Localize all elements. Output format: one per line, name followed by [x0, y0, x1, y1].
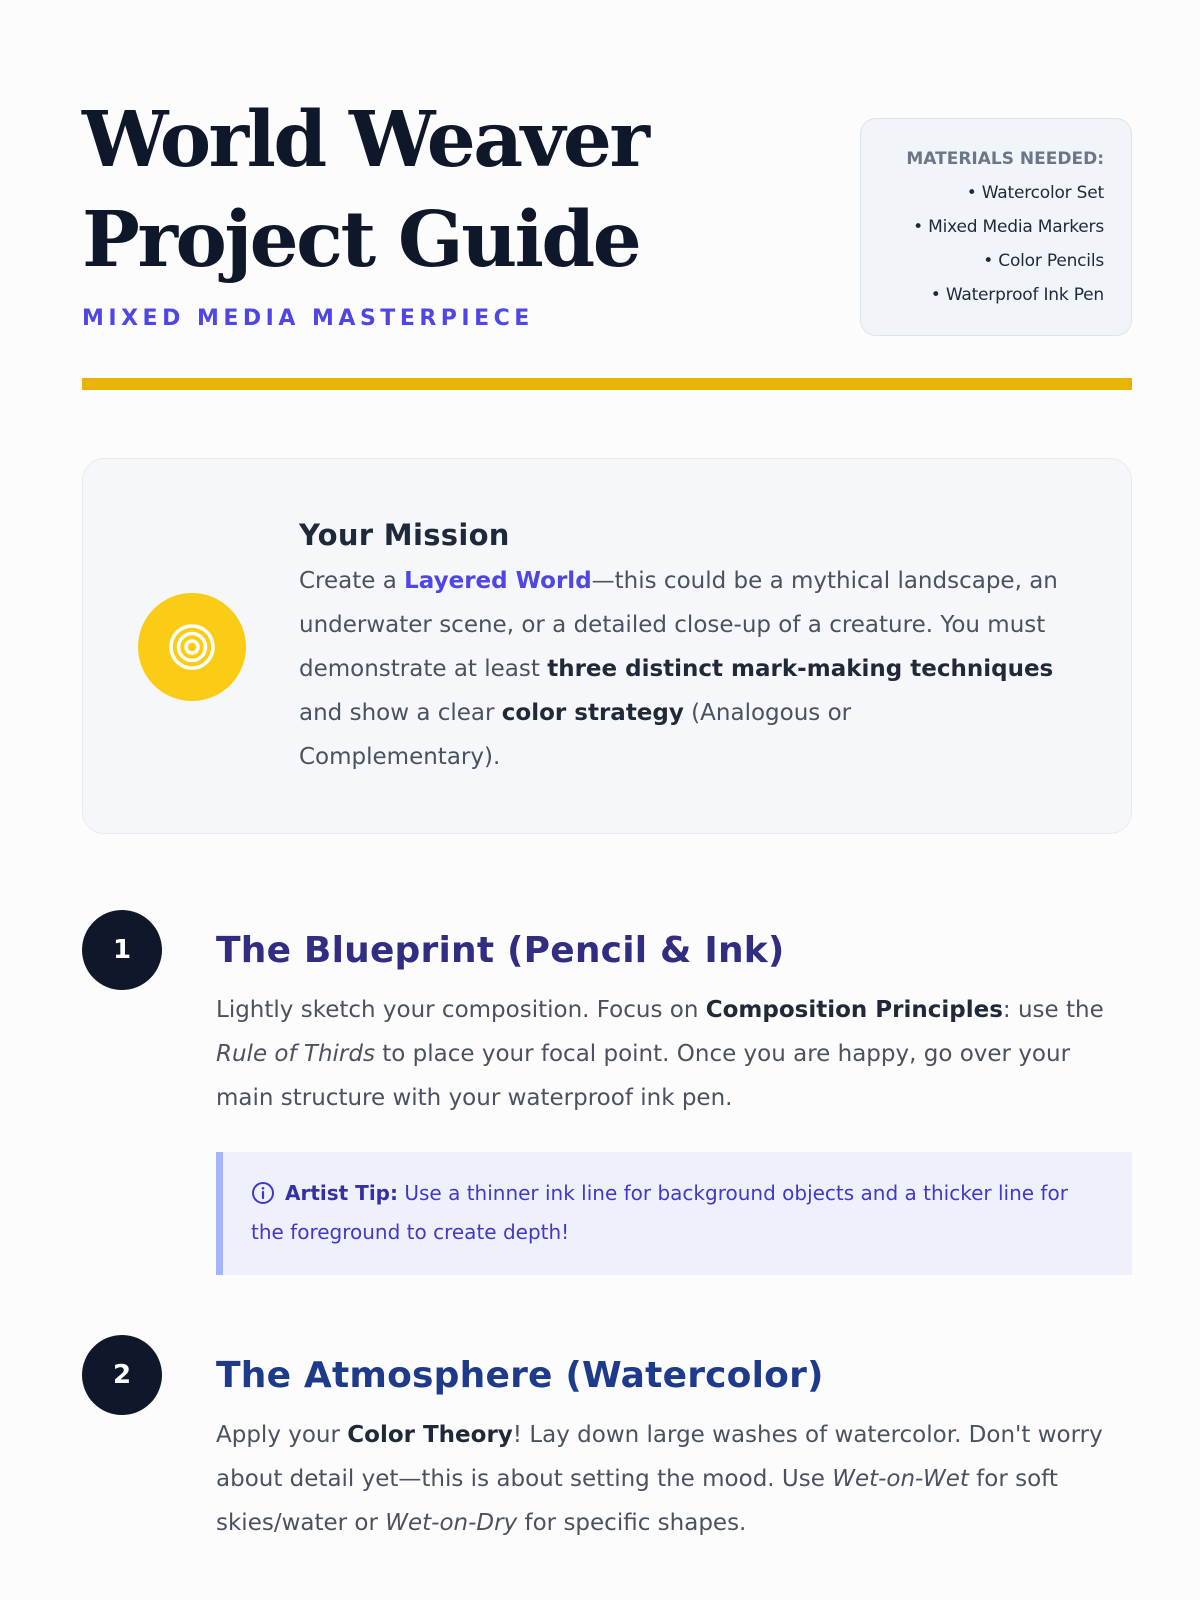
- tip-label: Artist Tip:: [285, 1181, 398, 1205]
- mission-description: Create a Layered World—this could be a mythical landscape, an underwater scene, or a detailed close-up of a creature. You must demonstrate at least three distinct mark-making techniques and show a clear color strategy (Analogous or Complementary).: [299, 568, 1058, 770]
- step-number-badge: 1: [82, 910, 162, 990]
- materials-card: [860, 118, 1132, 336]
- materials-item: • Watercolor Set: [966, 183, 1104, 203]
- accent-divider: [82, 378, 1132, 390]
- step-number-badge: 2: [82, 1335, 162, 1415]
- step-content: [216, 1351, 1132, 1545]
- info-icon: [251, 1181, 275, 1215]
- mission-card: [82, 458, 1132, 834]
- mission-body: [299, 515, 1059, 779]
- step-content: [216, 926, 1132, 1275]
- materials-item: • Waterproof Ink Pen: [930, 285, 1104, 305]
- page-header: [82, 90, 1132, 390]
- target-icon: [138, 593, 246, 701]
- materials-item: • Color Pencils: [983, 251, 1104, 271]
- materials-item: • Mixed Media Markers: [913, 217, 1104, 237]
- step-title: The Blueprint (Pencil & Ink): [216, 930, 785, 971]
- mission-title: Your Mission: [299, 518, 510, 552]
- title-line-2: Project Guide: [82, 195, 640, 285]
- artist-tip: [216, 1152, 1132, 1275]
- page-subtitle: MIXED MEDIA MASTERPIECE: [82, 306, 534, 331]
- materials-heading: MATERIALS NEEDED:: [906, 149, 1104, 169]
- tip-text: Use a thinner ink line for background objects and a thicker line for the foreground to create depth!: [251, 1181, 1068, 1244]
- title-line-1: World Weaver: [82, 95, 648, 185]
- page-title: [82, 90, 702, 290]
- step-description: Lightly sketch your composition. Focus on Composition Principles: use the Rule of Thirds to place your focal point. Once you are happy, go over your main structure with your waterproof ink pen.: [216, 997, 1104, 1111]
- step-title: The Atmosphere (Watercolor): [216, 1355, 824, 1396]
- step-description: Apply your Color Theory! Lay down large washes of watercolor. Don't worry about detail yet—this is about setting the mood. Use Wet-on-Wet for soft skies/water or Wet-on-Dry for specific shapes.: [216, 1422, 1103, 1536]
- mission-highlight: Layered World: [404, 568, 592, 594]
